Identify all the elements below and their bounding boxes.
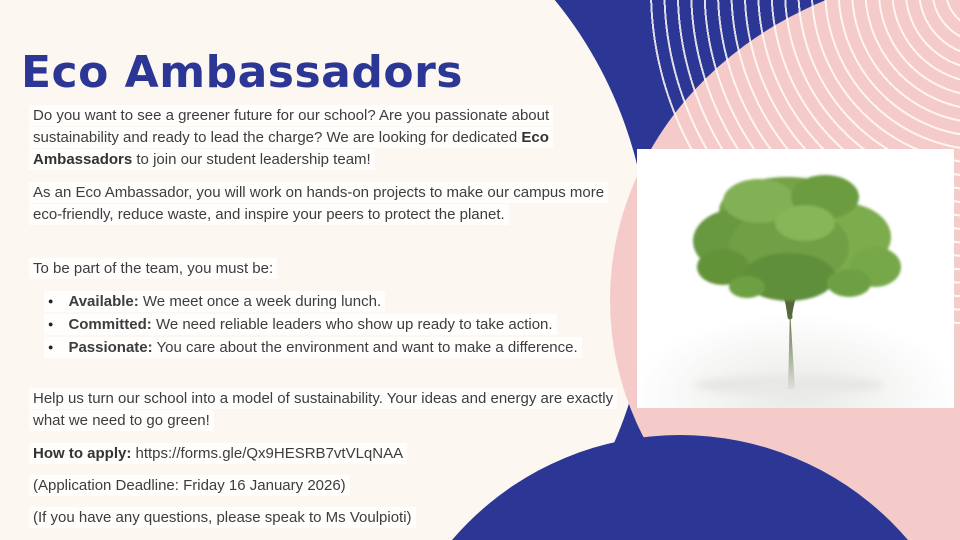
bullet-text: We meet once a week during lunch. bbox=[142, 293, 382, 310]
intro-text-pre: Do you want to see a greener future for our school? Are you passionate about sustainability and ready to lead the charge? We are looking for dedicated bbox=[33, 107, 550, 146]
requirements-heading: To be part of the team, you must be: bbox=[29, 258, 614, 280]
intro-paragraph bbox=[29, 105, 614, 171]
tree-photo-frame bbox=[637, 149, 954, 408]
requirements-list bbox=[29, 290, 604, 359]
intro-text-bold: Eco Ambassadors bbox=[33, 129, 549, 168]
apply-label: How to apply: bbox=[33, 445, 132, 462]
bullet-label: Committed: bbox=[68, 316, 152, 333]
page-title: Eco Ambassadors bbox=[21, 47, 463, 99]
bullet-text: You care about the environment and want to make a difference. bbox=[156, 339, 578, 356]
deadline-line: (Application Deadline: Friday 16 January 2026) bbox=[29, 475, 614, 497]
photo-background-wash bbox=[637, 149, 954, 408]
role-paragraph: As an Eco Ambassador, you will work on hands-on projects to make our campus more eco-friendly, reduce waste, and inspire your peers to protect the planet. bbox=[29, 182, 614, 226]
bullet-label: Available: bbox=[68, 293, 139, 310]
bullet-text: We need reliable leaders who show up ready to take action. bbox=[155, 316, 553, 333]
intro-text-post: to join our student leadership team! bbox=[132, 151, 371, 168]
questions-line: (If you have any questions, please speak to Ms Voulpioti) bbox=[29, 507, 614, 529]
list-item bbox=[44, 336, 604, 359]
how-to-apply-line bbox=[29, 443, 614, 465]
list-item bbox=[44, 313, 604, 336]
bullet-label: Passionate: bbox=[68, 339, 153, 356]
apply-form-link[interactable]: https://forms.gle/Qx9HESRB7vtVLqNAA bbox=[135, 445, 404, 462]
closing-paragraph: Help us turn our school into a model of sustainability. Your ideas and energy are exactly what we need to go green! bbox=[29, 388, 614, 432]
list-item bbox=[44, 290, 604, 313]
